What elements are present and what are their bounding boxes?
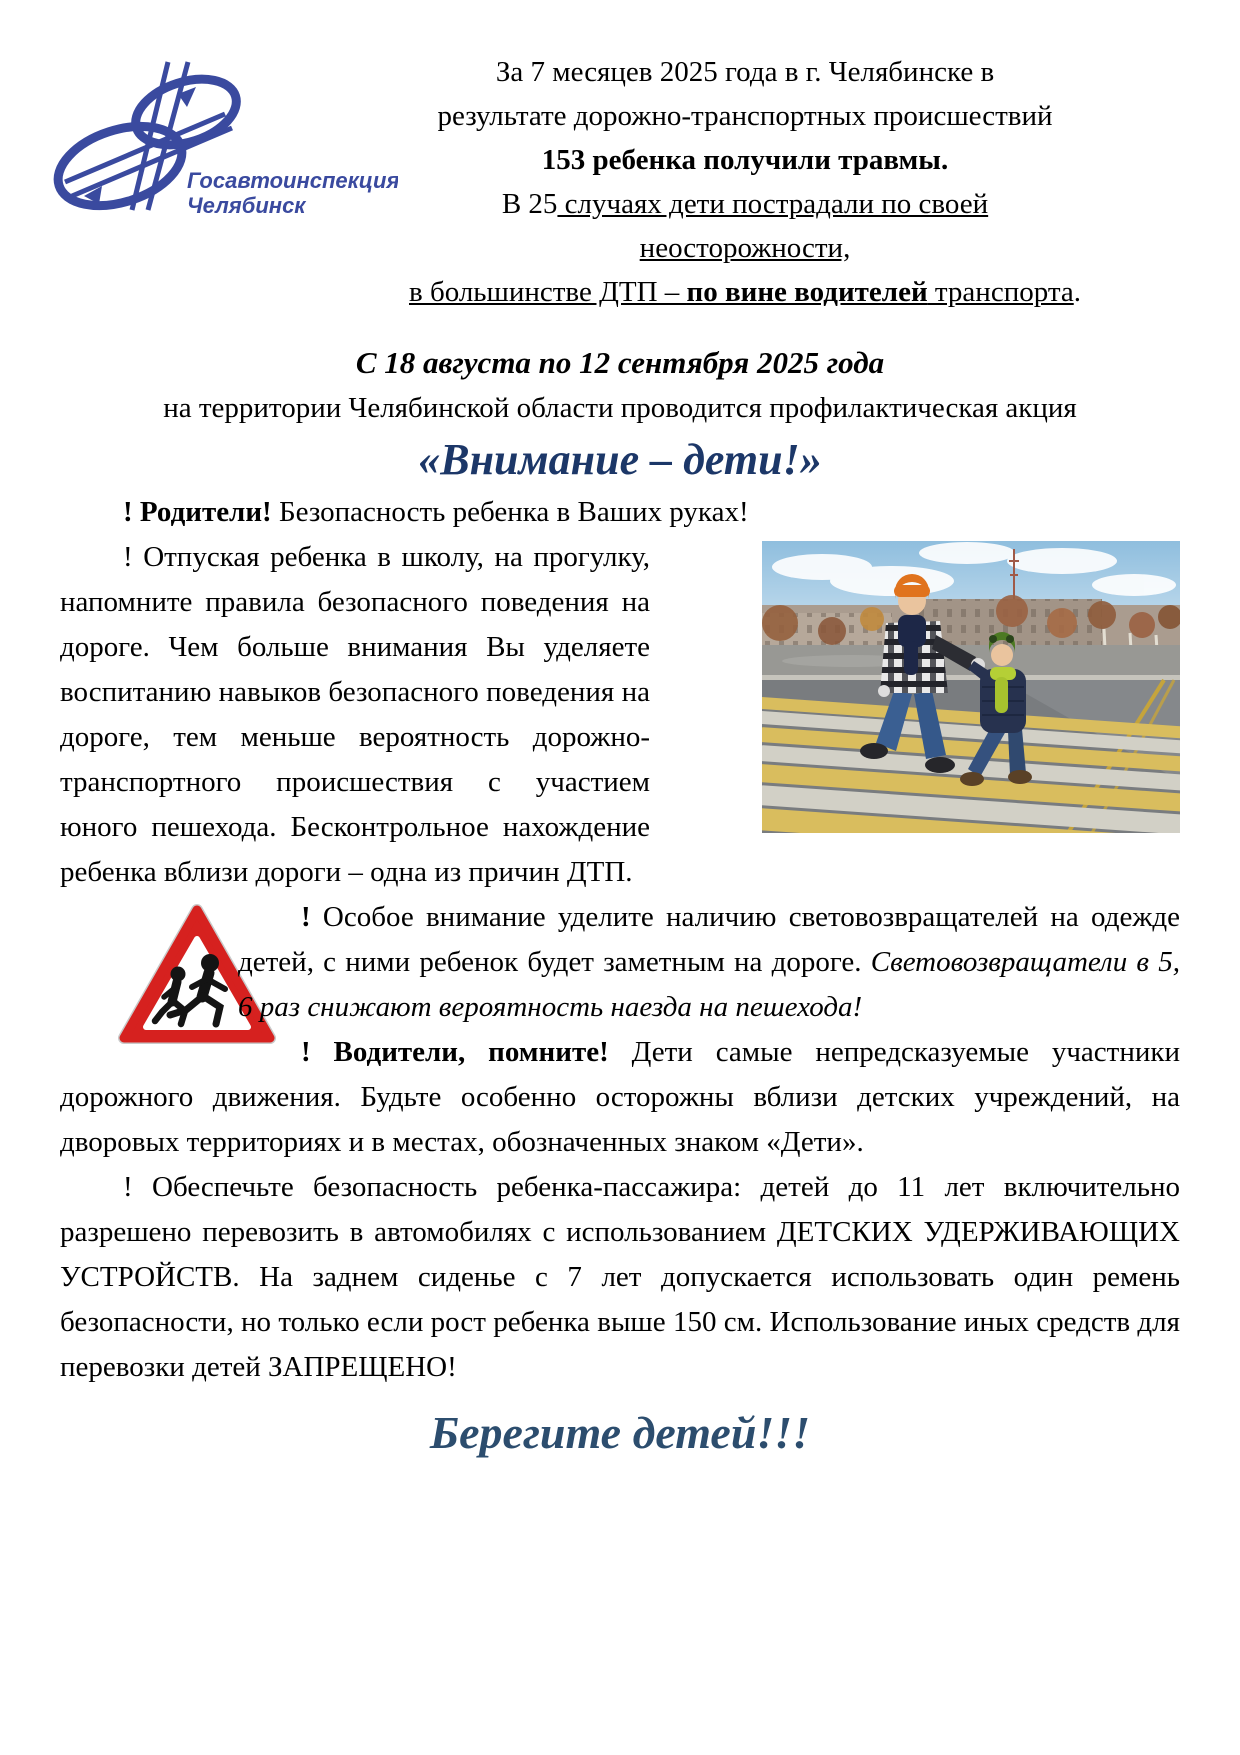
campaign-subtitle: на территории Челябинской области проводится профилактическая акция xyxy=(163,392,1077,424)
header-statistics xyxy=(310,0,1180,314)
header-line: В 25 случаях дети пострадали по своей xyxy=(501,188,989,220)
header-line: неосторожности, xyxy=(639,232,851,264)
parents-lead-paragraph: ! Родители! Безопасность ребенка в Ваших руках! xyxy=(123,496,749,528)
body-text xyxy=(60,490,1180,1390)
drivers-paragraph: ! Водители, помните! Дети самые непредсказуемые участники дорожного движения. Будьте особенно осторожны вблизи детских учреждений, на дворовых территориях и в местах, обозначенных знаком «Дети». xyxy=(60,1036,1180,1158)
parents-paragraph: ! Отпуская ребенка в школу, на прогулку, напомните правила безопасного поведения на дороге. Чем больше внимания Вы уделяете воспитанию навыков безопасного поведения на дороге, тем меньше вероятность дорожно-транспортного происшествия с участием юного пешехода. Бесконтрольное нахождение ребенка вблизи дороги – одна из причин ДТП. xyxy=(60,535,1180,895)
campaign-dates: С 18 августа по 12 сентября 2025 года xyxy=(355,345,885,380)
header-line: в большинстве ДТП – по вине водителей транспорта. xyxy=(409,276,1081,308)
campaign-announcement xyxy=(60,340,1180,490)
campaign-title: «Внимание – дети!» xyxy=(418,435,822,484)
footer-slogan: Берегите детей!!! xyxy=(429,1407,811,1458)
children-crossing-photo xyxy=(762,541,1180,833)
header-line-injured-count: 153 ребенка получили травмы. xyxy=(541,144,949,176)
gosavtoinspekcia-logo xyxy=(50,60,398,220)
header-line: За 7 месяцев 2025 года в г. Челябинске в xyxy=(495,56,995,88)
logo-emblem-icon xyxy=(50,60,398,220)
children-road-sign xyxy=(54,903,214,1051)
children-crossing-photo-image xyxy=(762,541,1180,833)
logo-city-text: Челябинск xyxy=(187,193,306,218)
logo-org-text: Госавтоинспекция xyxy=(187,168,398,193)
reflectors-paragraph: ! Особое внимание уделите наличию световозвращателей на одежде детей, с ними ребенок будет заметным на дороге. Световозвращатели в 5, 6 раз снижают вероятность наезда на пешехода! xyxy=(60,895,1180,1030)
child-passenger-paragraph: ! Обеспечьте безопасность ребенка-пассажира: детей до 11 лет включительно разрешено перевозить в автомобилях с использованием ДЕТСКИХ УДЕРЖИВАЮЩИХ УСТРОЙСТВ. На заднем сиденье с 7 лет допускается использовать один ремень безопасности, но только если рост ребенка выше 150 см. Использование иных средств для перевозки детей ЗАПРЕЩЕНО! xyxy=(60,1171,1180,1383)
header-line: результате дорожно-транспортных происшествий xyxy=(437,100,1053,132)
